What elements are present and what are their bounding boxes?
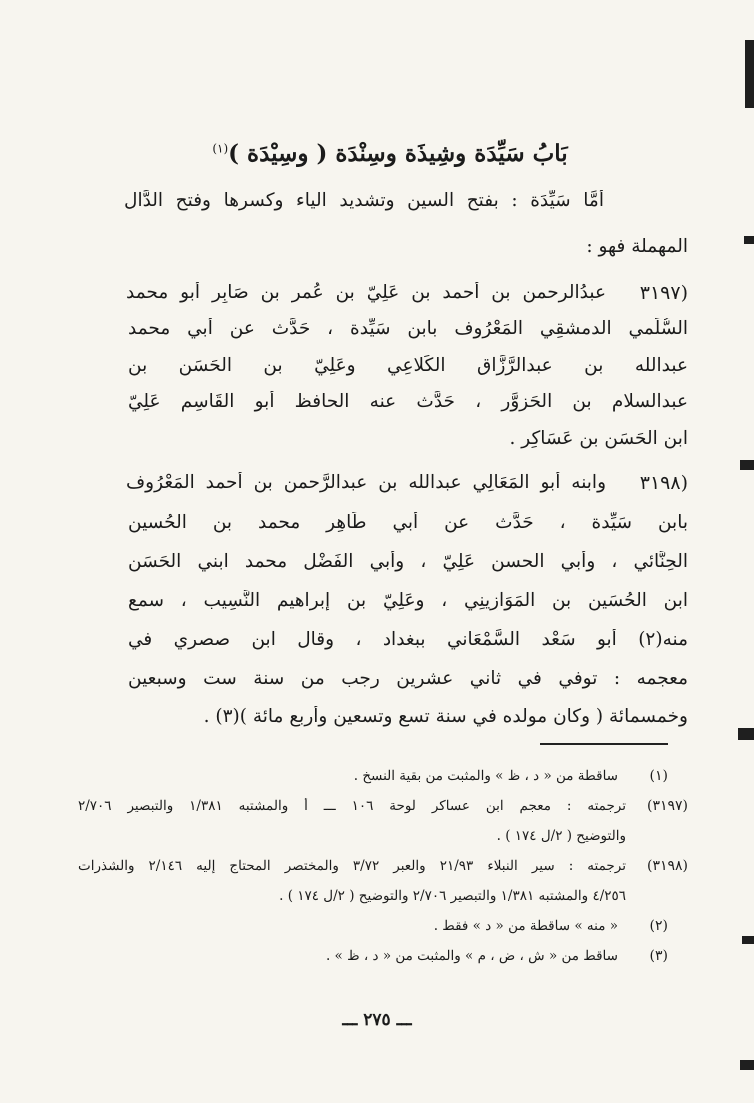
footnote-number: (٣) — [649, 948, 668, 964]
footnote-text: « منه » ساقطة من « د » فقط . — [433, 918, 618, 934]
scan-edge-mark — [744, 236, 754, 244]
entry-line: عبدُالرحمن بن أحمد بن عَلِيّ بن عُمر بن صَابِر أبو محمد — [126, 282, 606, 303]
entry-line: الحِنَّائي ، وأبي الحسن عَلِيّ ، وأبي الفَضْل محمد ابني الحَسَن — [128, 551, 688, 572]
footnote-text: ٤/٢٥٦ والمشتبه ١/٣٨١ والتبصير ٢/٧٠٦ والتوضيح ( ٢/ل ١٧٤ ) . — [279, 888, 626, 904]
entry-line: معجمه : توفي في ثاني عشرين رجب من سنة ست وسبعين — [128, 668, 688, 689]
footnote-separator — [540, 743, 668, 745]
entry-line: عبدالله بن عبدالرَّزَّاق الكَلاعِي وعَلِيّ بن الحَسَن بن — [128, 355, 688, 376]
entry-line: عبدالسلام بن الحَزوَّر ، حَدَّث عنه الحافظ أبو القَاسِم عَلِيّ — [128, 391, 688, 412]
entry-number: (٣١٩٧ — [639, 282, 688, 304]
footnote-text: ترجمته : معجم ابن عساكر لوحة ١٠٦ ـــ أ والمشتبه ١/٣٨١ والتبصير ٢/٧٠٦ — [78, 798, 626, 814]
footnote-text: ترجمته : سير النبلاء ٢١/٩٣ والعبر ٣/٧٢ والمختصر المحتاج إليه ٢/١٤٦ والشذرات — [78, 858, 626, 874]
scan-edge-mark — [745, 40, 754, 108]
entry-line: السُّلَمي الدمشقِي المَعْرُوف بابن سَيِّدة ، حَدَّث عن أبي محمد — [128, 318, 688, 339]
entry-line: ابن الحَسَن بن عَسَاكِر . — [509, 428, 688, 449]
entry-line: وخمسمائة ( وكان مولده في سنة تسع وتسعين وأربع مائة )(٣) . — [203, 706, 688, 727]
scan-edge-mark — [740, 460, 754, 470]
intro-line: أَمَّا سَيِّدَة : بفتح السين وتشديد الياء وكسرها وفتح الدَّال — [124, 190, 604, 211]
chapter-title-text: بَابُ سَيِّدَة وشِيذَة وسِنْدَة ( وسِيْدَة ) — [228, 140, 568, 167]
entry-line: منه(٢) أبو سَعْد السَّمْعَاني ببغداد ، وقال ابن صصري في — [128, 629, 688, 650]
scan-edge-mark — [742, 936, 754, 944]
scan-edge-mark — [740, 1060, 754, 1070]
chapter-title — [180, 140, 600, 167]
footnote-text: ساقطة من « د ، ظ » والمثبت من بقية النسخ . — [353, 768, 618, 784]
footnote-number: (٣١٩٧) — [646, 798, 688, 814]
entry-line: وابنه أبو المَعَالِي عبدالله بن عبدالرَّحمن بن أحمد المَعْرُوف — [126, 472, 606, 493]
entry-number: (٣١٩٨ — [639, 472, 688, 494]
entry-line: ابن الحُسَين بن المَوَازِينِي ، وعَلِيّ بن إبراهيم النَّسِيب ، سمع — [128, 590, 688, 611]
title-footnote-ref: (١) — [212, 141, 229, 156]
entry-line: بابن سَيِّدة ، حَدَّث عن أبي طَاهِر محمد بن الحُسين — [128, 512, 688, 533]
page-number: ـــ ٢٧٥ ـــ — [342, 1010, 412, 1030]
footnote-number: (١) — [649, 768, 668, 784]
scan-edge-mark — [738, 728, 754, 740]
footnote-text: ساقط من « ش ، ض ، م » والمثبت من « د ، ظ » . — [325, 948, 618, 964]
intro-line: المهملة فهو : — [586, 236, 688, 257]
footnote-number: (٢) — [649, 918, 668, 934]
footnote-number: (٣١٩٨) — [646, 858, 688, 874]
footnote-text: والتوضيح ( ٢/ل ١٧٤ ) . — [496, 828, 626, 844]
